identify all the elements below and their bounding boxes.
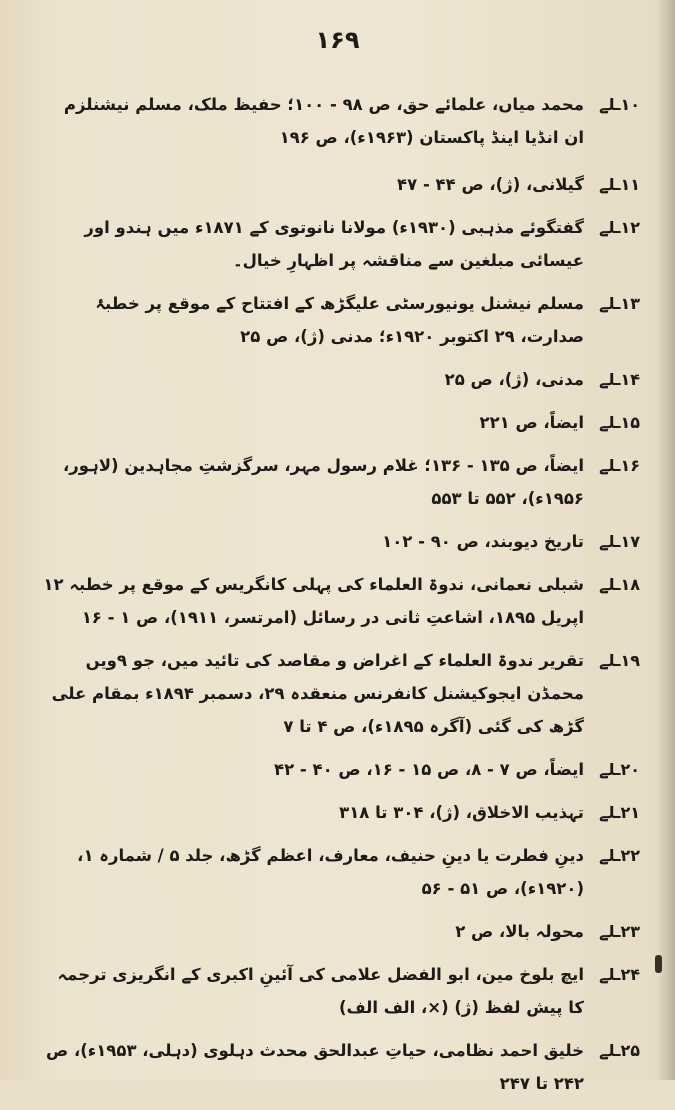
footnote-text: ایضاً، ص ۱۳۵ - ۱۳۶؛ غلام رسول مہر، سرگزشتِ مجاہدین (لاہور، ۱۹۵۶ء)، ۵۵۲ تا ۵۵۳	[62, 456, 584, 508]
footnote-number: ۲۱ـلے	[599, 803, 640, 822]
footnote-number: ۱۶ـلے	[599, 456, 640, 475]
ink-stain-mark	[655, 955, 662, 973]
footnote-text: دینِ فطرت یا دینِ حنیف، معارف، اعظم گڑھ، جلد ۵ / شمارہ ۱، (۱۹۲۰ء)، ص ۵۱ - ۵۶	[77, 846, 584, 898]
page-edge-shadow	[657, 0, 675, 1080]
footnote-text: محمد میاں، علمائے حق، ص ۹۸ - ۱۰۰؛ حفیظ ملک، مسلم نیشنلزم ان انڈیا اینڈ پاکستان (۱۹۶۳ء)، ص ۱۹۶	[63, 95, 584, 147]
footnote	[40, 753, 640, 786]
footnote	[40, 406, 640, 439]
footnote	[40, 958, 640, 1024]
footnote-text: خلیق احمد نظامی، حیاتِ عبدالحق محدث دہلوی (دہلی، ۱۹۵۳ء)، ص ۲۴۲ تا ۲۴۷	[46, 1041, 584, 1093]
footnote-text: ایضاً، ص ۲۲۱	[479, 413, 584, 432]
footnote	[40, 644, 640, 743]
footnote	[40, 915, 640, 948]
footnote	[40, 88, 640, 154]
footnote	[40, 287, 640, 353]
footnote-text: مدنی، (ژ)، ص ۲۵	[444, 370, 584, 389]
footnote	[40, 211, 640, 277]
footnote-number: ۱۹ـلے	[599, 651, 640, 670]
footnote-number: ۲۰ـلے	[599, 760, 640, 779]
footnote-number: ۱۳ـلے	[599, 294, 640, 313]
footnote-text: گفتگوئے مذہبی (۱۹۳۰ء) مولانا نانوتوی کے ۱۸۷۱ء میں ہندو اور عیسائی مبلغین سے مناقشہ پر اظہارِ خیال۔	[84, 218, 584, 270]
footnote-text: ایچ بلوخ مین، ابو الفضل علامی کی آئینِ اکبری کے انگریزی ترجمہ کا پیش لفظ (ژ) (×، الف الف)	[57, 965, 584, 1017]
footnote	[40, 839, 640, 905]
footnote-text: ایضاً، ص ۷ - ۸، ص ۱۵ - ۱۶، ص ۴۰ - ۴۲	[274, 760, 584, 779]
footnote-text: گیلانی، (ژ)، ص ۴۴ - ۴۷	[397, 175, 584, 194]
footnote	[40, 363, 640, 396]
footnote-number: ۱۱ـلے	[599, 175, 640, 194]
footnote	[40, 1034, 640, 1100]
footnote-number: ۲۴ـلے	[599, 965, 640, 984]
footnote-number: ۱۰ـلے	[599, 95, 640, 114]
footnote-text: تقریر ندوۃ العلماء کے اغراض و مقاصد کی تائید میں، جو ۹ویں محمڈن ایجوکیشنل کانفرنس منعقدہ ۲۹، دسمبر ۱۸۹۴ء بمقام علی گڑھ کی گئی (آگرہ ۱۸۹۵ء)، ص ۴ تا ۷	[51, 651, 584, 736]
footnote-number: ۲۳ـلے	[599, 922, 640, 941]
footnote	[40, 525, 640, 558]
footnote-number: ۱۸ـلے	[599, 575, 640, 594]
footnote	[40, 168, 640, 201]
footnote-number: ۱۲ـلے	[599, 218, 640, 237]
footnote	[40, 449, 640, 515]
page-number: ۱۶۹	[315, 26, 360, 54]
footnote-number: ۱۴ـلے	[599, 370, 640, 389]
footnote-text: شبلی نعمانی، ندوۃ العلماء کی پہلی کانگریس کے موقع پر خطبہ ۱۲ اپریل ۱۸۹۵، اشاعتِ ثانی در رسائل (امرتسر، ۱۹۱۱)، ص ۱ - ۱۶	[43, 575, 584, 627]
footnotes-list	[40, 88, 640, 1110]
footnote	[40, 796, 640, 829]
footnote	[40, 568, 640, 634]
footnote-text: تاریخ دیوبند، ص ۹۰ - ۱۰۲	[382, 532, 584, 551]
footnote-text: مسلم نیشنل یونیورسٹی علیگڑھ کے افتتاح کے موقع پر خطبۂ صدارت، ۲۹ اکتوبر ۱۹۲۰ء؛ مدنی (ژ)، ص ۲۵	[95, 294, 584, 346]
footnote-text: محولہ بالا، ص ۲	[455, 922, 584, 941]
footnote-number: ۱۷ـلے	[599, 532, 640, 551]
footnote-text: تہذیب الاخلاق، (ژ)، ۳۰۴ تا ۳۱۸	[339, 803, 584, 822]
footnote-number: ۱۵ـلے	[599, 413, 640, 432]
footnote-number: ۲۲ـلے	[599, 846, 640, 865]
footnote-number: ۲۵ـلے	[599, 1041, 640, 1060]
